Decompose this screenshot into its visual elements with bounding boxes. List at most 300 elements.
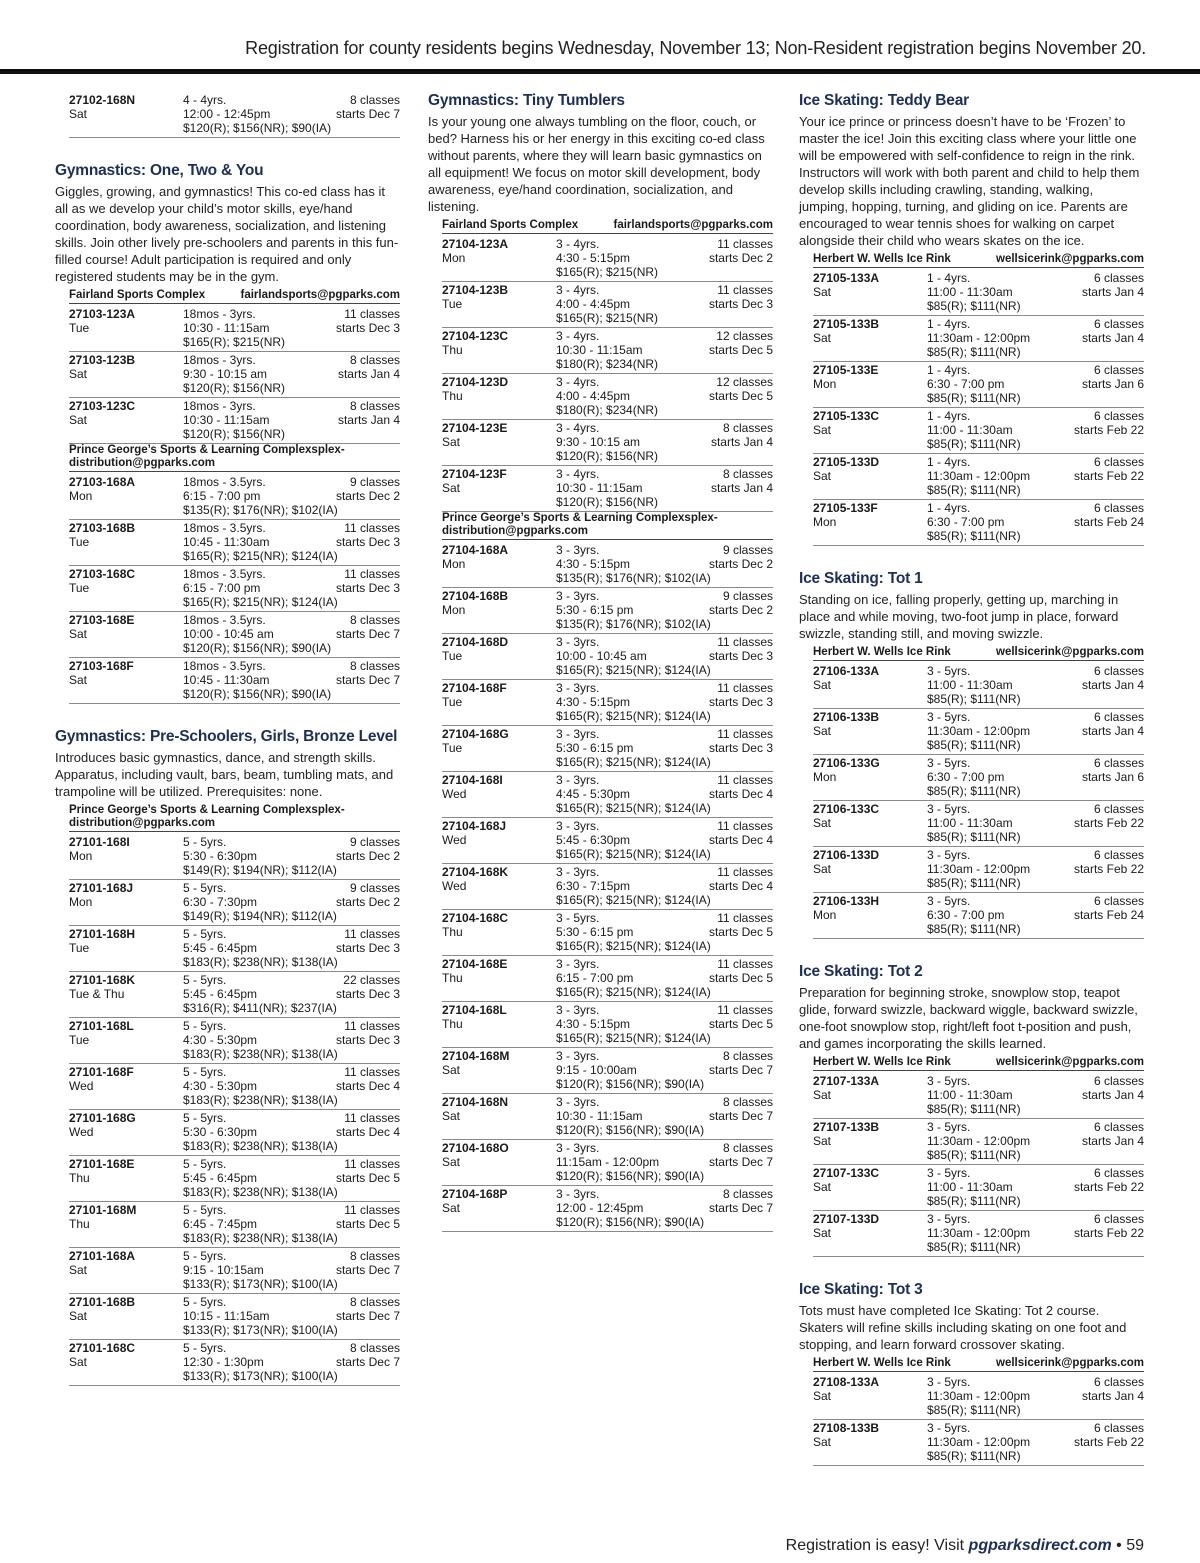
fee-line — [927, 1148, 1144, 1162]
age-classes-line — [927, 1166, 1144, 1180]
class-details-cell — [183, 927, 400, 969]
class-count: 8 classes — [349, 353, 400, 367]
class-code[interactable]: 27104-168B — [442, 589, 509, 603]
course-section — [799, 92, 1144, 546]
class-day: Sat — [442, 1063, 461, 1077]
class-row — [442, 1048, 773, 1094]
class-time: 4:45 - 5:30pm — [556, 787, 631, 801]
class-time: 11:00 - 11:30am — [927, 423, 1013, 437]
class-details-cell — [183, 475, 400, 517]
class-details-cell — [556, 329, 773, 371]
time-start-line — [927, 1180, 1144, 1194]
course-title: Ice Skating: Tot 3 — [799, 1281, 923, 1298]
class-code[interactable]: 27103-123C — [69, 399, 136, 413]
class-details-cell — [927, 271, 1144, 313]
class-id-cell — [69, 1203, 183, 1245]
class-details-cell — [927, 363, 1144, 405]
class-time: 10:15 - 11:15am — [183, 1309, 270, 1323]
fee-line — [556, 1123, 773, 1137]
class-age: 3 - 5yrs. — [927, 1375, 971, 1389]
class-code[interactable]: 27101-168M — [69, 1203, 137, 1217]
class-code[interactable]: 27104-168D — [442, 635, 509, 649]
class-fee: $85(R); $111(NR) — [927, 437, 1021, 451]
age-classes-line — [183, 1019, 400, 1033]
class-count: 11 classes — [344, 521, 400, 535]
class-row — [69, 1110, 400, 1156]
class-code[interactable]: 27101-168C — [69, 1341, 136, 1355]
class-id-cell — [69, 1065, 183, 1107]
class-details-cell — [183, 835, 400, 877]
class-count: 8 classes — [722, 1187, 773, 1201]
class-age: 1 - 4yrs. — [927, 501, 971, 515]
class-time: 6:30 - 7:00 pm — [927, 908, 1005, 922]
class-fee: $165(R); $215(NR); $124(IA) — [556, 801, 711, 815]
location-name: Herbert W. Wells Ice Rink — [813, 1056, 951, 1068]
class-day: Sat — [813, 1180, 832, 1194]
class-code[interactable]: 27104-123F — [442, 467, 507, 481]
class-code[interactable]: 27104-168I — [442, 773, 503, 787]
class-code[interactable]: 27104-168L — [442, 1003, 507, 1017]
location-line — [442, 219, 773, 232]
class-code[interactable]: 27101-168F — [69, 1065, 134, 1079]
class-id-cell — [69, 1295, 183, 1337]
class-fee: $165(R); $215(NR); $124(IA) — [556, 709, 711, 723]
class-count: 11 classes — [717, 957, 773, 971]
age-classes-line — [556, 681, 773, 695]
class-details-cell — [556, 1187, 773, 1229]
class-time: 11:30am - 12:00pm — [927, 1435, 1031, 1449]
class-fee: $165(R); $215(NR) — [556, 311, 659, 325]
class-time: 9:30 - 10:15 am — [556, 435, 641, 449]
column-3 — [799, 92, 1144, 1490]
class-details-cell — [183, 1341, 400, 1383]
class-age: 3 - 3yrs. — [556, 1095, 600, 1109]
class-row — [442, 910, 773, 956]
class-count: 11 classes — [717, 819, 773, 833]
class-code[interactable]: 27105-133E — [813, 363, 879, 377]
fee-line — [556, 311, 773, 325]
class-code[interactable]: 27104-123D — [442, 375, 509, 389]
class-age: 1 - 4yrs. — [927, 271, 971, 285]
time-start-line — [183, 627, 400, 641]
age-classes-line — [556, 1095, 773, 1109]
class-time: 11:30am - 12:00pm — [927, 1389, 1031, 1403]
class-fee: $85(R); $111(NR) — [927, 876, 1021, 890]
class-row — [813, 408, 1144, 454]
class-time: 11:30am - 12:00pm — [927, 1226, 1031, 1240]
class-details-cell — [927, 756, 1144, 798]
class-day: Thu — [442, 971, 463, 985]
class-code[interactable]: 27105-133D — [813, 455, 880, 469]
location-name: Herbert W. Wells Ice Rink — [813, 1357, 951, 1369]
class-start: starts Jan 4 — [337, 367, 400, 381]
location-name: Fairland Sports Complex — [69, 289, 206, 301]
age-classes-line — [927, 1120, 1144, 1134]
fee-line — [927, 437, 1144, 451]
class-row — [813, 1211, 1144, 1257]
class-row — [69, 926, 400, 972]
class-code[interactable]: 27104-168F — [442, 681, 507, 695]
class-code[interactable]: 27104-168J — [442, 819, 507, 833]
class-code[interactable]: 27102-168N — [69, 93, 136, 107]
class-code[interactable]: 27104-168A — [442, 543, 509, 557]
age-classes-line — [556, 773, 773, 787]
class-start: starts Feb 22 — [1073, 1180, 1144, 1194]
footer-link[interactable]: pgparksdirect.com — [968, 1537, 1112, 1554]
class-id-cell — [813, 501, 927, 543]
class-day: Wed — [442, 833, 467, 847]
class-count: 8 classes — [722, 467, 773, 481]
class-code[interactable]: 27105-133F — [813, 501, 878, 515]
class-count: 8 classes — [722, 1141, 773, 1155]
class-count: 8 classes — [349, 1249, 400, 1263]
age-classes-line — [183, 1157, 400, 1171]
class-code[interactable]: 27107-133C — [813, 1166, 880, 1180]
class-age: 3 - 5yrs. — [927, 1166, 971, 1180]
class-time: 4:30 - 5:15pm — [556, 695, 631, 709]
class-row — [813, 454, 1144, 500]
class-code[interactable]: 27104-168E — [442, 957, 508, 971]
class-code[interactable]: 27101-168I — [69, 835, 130, 849]
course-title: Gymnastics: Tiny Tumblers — [428, 92, 625, 109]
class-id-cell — [442, 543, 556, 585]
class-time: 11:00 - 11:30am — [927, 816, 1013, 830]
class-code[interactable]: 27103-123A — [69, 307, 136, 321]
class-code[interactable]: 27106-133D — [813, 848, 880, 862]
class-age: 5 - 5yrs. — [183, 835, 227, 849]
location-email[interactable]: splex-distribution@pgparks.com — [442, 512, 718, 537]
class-age: 3 - 5yrs. — [927, 1120, 971, 1134]
class-code[interactable]: 27105-133C — [813, 409, 880, 423]
class-day: Sat — [813, 862, 832, 876]
course-description: Your ice prince or princess doesn’t have to be ‘Frozen’ to master the ice! Join this exciting class where your little one will be empowered with self-confidence to reign in the rink. Instructors will work with both parent and child to help them develop skills including crawling, standing, walking, jumping, hopping, turning, and gliding on ice. Parents are encouraged to wear tennis shoes for walking on carpet alongside their child who wears skates on the ice. — [799, 114, 1140, 248]
age-classes-line — [927, 317, 1144, 331]
class-time: 6:15 - 7:00 pm — [556, 971, 634, 985]
class-start: starts Dec 5 — [708, 971, 773, 985]
class-age: 3 - 5yrs. — [927, 1421, 971, 1435]
class-day: Wed — [442, 879, 467, 893]
class-code[interactable]: 27106-133A — [813, 664, 880, 678]
fee-line — [183, 1323, 400, 1337]
class-code[interactable]: 27101-168J — [69, 881, 134, 895]
class-details-cell — [183, 1249, 400, 1291]
class-time: 11:30am - 12:00pm — [927, 724, 1031, 738]
class-row — [69, 612, 400, 658]
time-start-line — [927, 908, 1144, 922]
class-age: 3 - 3yrs. — [556, 727, 600, 741]
location-line — [69, 804, 400, 830]
class-start: starts Dec 7 — [708, 1063, 773, 1077]
class-day: Tue — [442, 297, 463, 311]
class-code[interactable]: 27104-168N — [442, 1095, 509, 1109]
class-age: 3 - 4yrs. — [556, 375, 600, 389]
fee-line — [183, 549, 400, 563]
fee-line — [927, 784, 1144, 798]
class-age: 4 - 4yrs. — [183, 93, 227, 107]
class-id-cell — [813, 1120, 927, 1162]
location-email[interactable]: fairlandsports@pgparks.com — [240, 289, 400, 301]
location-header — [442, 512, 773, 540]
class-code[interactable]: 27103-168A — [69, 475, 136, 489]
class-row — [813, 1420, 1144, 1466]
class-code[interactable]: 27101-168G — [69, 1111, 136, 1125]
location-line — [813, 646, 1144, 659]
class-count: 12 classes — [716, 329, 773, 343]
time-start-line — [183, 1033, 400, 1047]
class-id-cell — [442, 727, 556, 769]
fee-line — [927, 391, 1144, 405]
class-fee: $183(R); $238(NR); $138(IA) — [183, 1139, 338, 1153]
class-code[interactable]: 27101-168K — [69, 973, 136, 987]
class-age: 5 - 5yrs. — [183, 1111, 227, 1125]
class-row — [69, 834, 400, 880]
class-age: 1 - 4yrs. — [927, 317, 971, 331]
location-email[interactable]: wellsicerink@pgparks.com — [996, 646, 1144, 658]
class-code[interactable]: 27105-133B — [813, 317, 880, 331]
class-code[interactable]: 27103-168C — [69, 567, 136, 581]
class-code[interactable]: 27106-133G — [813, 756, 880, 770]
class-id-cell — [442, 681, 556, 723]
class-age: 18mos - 3.5yrs. — [183, 521, 266, 535]
class-row — [813, 316, 1144, 362]
class-details-cell — [183, 659, 400, 701]
class-code[interactable]: 27104-168P — [442, 1187, 508, 1201]
class-code[interactable]: 27107-133A — [813, 1074, 880, 1088]
class-start: starts Feb 22 — [1073, 816, 1144, 830]
class-start: starts Dec 7 — [335, 1355, 400, 1369]
class-age: 5 - 5yrs. — [183, 1249, 227, 1263]
class-start: starts Dec 2 — [335, 489, 400, 503]
class-age: 3 - 3yrs. — [556, 1141, 600, 1155]
age-classes-line — [183, 93, 400, 107]
class-day: Wed — [69, 1125, 94, 1139]
class-age: 5 - 5yrs. — [183, 1295, 227, 1309]
fee-line — [556, 1169, 773, 1183]
class-fee: $85(R); $111(NR) — [927, 1194, 1021, 1208]
class-code[interactable]: 27104-123B — [442, 283, 509, 297]
class-count: 11 classes — [717, 911, 773, 925]
time-start-line — [183, 987, 400, 1001]
class-count: 8 classes — [349, 1341, 400, 1355]
time-start-line — [927, 862, 1144, 876]
class-code[interactable]: 27104-168C — [442, 911, 509, 925]
class-time: 10:45 - 11:30am — [183, 535, 270, 549]
class-fee: $85(R); $111(NR) — [927, 1449, 1021, 1463]
class-code[interactable]: 27101-168L — [69, 1019, 134, 1033]
class-code[interactable]: 27106-133B — [813, 710, 880, 724]
class-day: Tue — [442, 649, 463, 663]
class-row — [813, 1165, 1144, 1211]
time-start-line — [183, 849, 400, 863]
class-fee: $135(R); $176(NR); $102(IA) — [556, 617, 711, 631]
class-details-cell — [556, 1003, 773, 1045]
class-fee: $183(R); $238(NR); $138(IA) — [183, 1047, 338, 1061]
location-name: Prince George’s Sports & Learning Complex — [69, 444, 312, 456]
class-row — [442, 374, 773, 420]
class-code[interactable]: 27104-168G — [442, 727, 509, 741]
fee-line — [556, 985, 773, 999]
class-fee: $85(R); $111(NR) — [927, 483, 1021, 497]
class-code[interactable]: 27104-168K — [442, 865, 509, 879]
class-code[interactable]: 27104-123C — [442, 329, 509, 343]
class-details-cell — [927, 1375, 1144, 1417]
class-row — [813, 663, 1144, 709]
class-details-cell — [927, 848, 1144, 890]
class-start: starts Dec 3 — [708, 741, 773, 755]
class-day: Sat — [69, 627, 88, 641]
class-start: starts Dec 2 — [708, 603, 773, 617]
age-classes-line — [183, 1295, 400, 1309]
class-start: starts Jan 4 — [1081, 285, 1144, 299]
location-email[interactable]: wellsicerink@pgparks.com — [996, 1056, 1144, 1068]
class-code[interactable]: 27103-168F — [69, 659, 134, 673]
class-code[interactable]: 27101-168E — [69, 1157, 135, 1171]
time-start-line — [556, 557, 773, 571]
class-start: starts Dec 7 — [335, 107, 400, 121]
class-row — [69, 1248, 400, 1294]
class-details-cell — [183, 1157, 400, 1199]
class-code[interactable]: 27108-133A — [813, 1375, 880, 1389]
location-email[interactable]: wellsicerink@pgparks.com — [996, 253, 1144, 265]
fee-line — [183, 1093, 400, 1107]
class-day: Sat — [813, 724, 832, 738]
class-fee: $85(R); $111(NR) — [927, 1403, 1021, 1417]
class-code[interactable]: 27103-168B — [69, 521, 136, 535]
class-details-cell — [183, 973, 400, 1015]
class-count: 11 classes — [717, 1003, 773, 1017]
class-row — [442, 1002, 773, 1048]
class-fee: $183(R); $238(NR); $138(IA) — [183, 1185, 338, 1199]
class-details-cell — [927, 501, 1144, 543]
class-day: Sat — [813, 816, 832, 830]
age-classes-line — [927, 1375, 1144, 1389]
class-id-cell — [813, 894, 927, 936]
class-count: 9 classes — [349, 835, 400, 849]
class-start: starts Dec 2 — [335, 895, 400, 909]
time-start-line — [927, 423, 1144, 437]
age-classes-line — [556, 1141, 773, 1155]
class-time: 5:30 - 6:15 pm — [556, 603, 634, 617]
class-id-cell — [69, 659, 183, 701]
time-start-line — [183, 673, 400, 687]
class-day: Sat — [813, 285, 832, 299]
location-name: Fairland Sports Complex — [442, 219, 579, 231]
class-age: 3 - 3yrs. — [556, 865, 600, 879]
class-code[interactable]: 27104-123A — [442, 237, 509, 251]
class-fee: $120(R); $156(NR); $90(IA) — [556, 1169, 705, 1183]
class-code[interactable]: 27101-168B — [69, 1295, 136, 1309]
age-classes-line — [183, 1203, 400, 1217]
class-id-cell — [69, 475, 183, 517]
class-start: starts Dec 5 — [335, 1217, 400, 1231]
class-details-cell — [927, 1074, 1144, 1116]
class-details-cell — [556, 911, 773, 953]
class-fee: $133(R); $173(NR); $100(IA) — [183, 1369, 338, 1383]
class-count: 6 classes — [1093, 317, 1144, 331]
class-code[interactable]: 27103-168E — [69, 613, 135, 627]
class-code[interactable]: 27104-168M — [442, 1049, 510, 1063]
time-start-line — [556, 649, 773, 663]
class-count: 22 classes — [343, 973, 400, 987]
location-line — [813, 1357, 1144, 1370]
class-day: Sat — [442, 1155, 461, 1169]
location-email[interactable]: splex-distribution@pgparks.com — [69, 804, 345, 829]
location-email[interactable]: wellsicerink@pgparks.com — [996, 1357, 1144, 1369]
age-classes-line — [183, 1065, 400, 1079]
class-count: 11 classes — [717, 635, 773, 649]
class-day: Tue — [69, 321, 90, 335]
class-day: Thu — [442, 389, 463, 403]
age-classes-line — [556, 467, 773, 481]
class-day: Sat — [69, 1355, 88, 1369]
class-details-cell — [183, 1065, 400, 1107]
age-classes-line — [556, 283, 773, 297]
class-code[interactable]: 27108-133B — [813, 1421, 880, 1435]
class-age: 1 - 4yrs. — [927, 409, 971, 423]
age-classes-line — [927, 363, 1144, 377]
fee-line — [183, 427, 400, 441]
class-code[interactable]: 27107-133B — [813, 1120, 880, 1134]
fee-line — [556, 801, 773, 815]
class-fee: $85(R); $111(NR) — [927, 299, 1021, 313]
class-code[interactable]: 27101-168A — [69, 1249, 136, 1263]
class-day: Sat — [813, 1435, 832, 1449]
class-age: 3 - 4yrs. — [556, 283, 600, 297]
class-row — [69, 398, 400, 444]
class-code[interactable]: 27103-123B — [69, 353, 136, 367]
class-code[interactable]: 27107-133D — [813, 1212, 880, 1226]
class-code[interactable]: 27106-133C — [813, 802, 880, 816]
class-row — [813, 270, 1144, 316]
class-row — [813, 709, 1144, 755]
class-code[interactable]: 27101-168H — [69, 927, 136, 941]
location-email[interactable]: splex-distribution@pgparks.com — [69, 444, 345, 469]
class-age: 3 - 3yrs. — [556, 635, 600, 649]
class-age: 3 - 3yrs. — [556, 681, 600, 695]
class-row — [813, 893, 1144, 939]
fee-line — [556, 663, 773, 677]
class-day: Sat — [442, 1109, 461, 1123]
class-row — [442, 542, 773, 588]
class-count: 6 classes — [1093, 894, 1144, 908]
class-start: starts Dec 7 — [708, 1201, 773, 1215]
class-code[interactable]: 27104-123E — [442, 421, 508, 435]
class-start: starts Feb 22 — [1073, 423, 1144, 437]
column-2 — [428, 92, 773, 1256]
class-count: 11 classes — [717, 237, 773, 251]
class-day: Thu — [69, 1171, 90, 1185]
class-start: starts Dec 5 — [708, 343, 773, 357]
time-start-line — [927, 1435, 1144, 1449]
class-day: Thu — [69, 1217, 90, 1231]
class-code[interactable]: 27106-133H — [813, 894, 880, 908]
fee-line — [183, 1369, 400, 1383]
time-start-line — [556, 1063, 773, 1077]
class-code[interactable]: 27104-168O — [442, 1141, 509, 1155]
class-start: starts Dec 4 — [335, 1125, 400, 1139]
class-id-cell — [69, 927, 183, 969]
course-title: Gymnastics: Pre-Schoolers, Girls, Bronze Level — [55, 728, 398, 745]
class-details-cell — [927, 664, 1144, 706]
class-count: 11 classes — [344, 1019, 400, 1033]
class-row — [69, 972, 400, 1018]
class-fee: $135(R); $176(NR); $102(IA) — [183, 503, 338, 517]
class-code[interactable]: 27105-133A — [813, 271, 880, 285]
fee-line — [927, 1403, 1144, 1417]
fee-line — [556, 709, 773, 723]
location-email[interactable]: fairlandsports@pgparks.com — [613, 219, 773, 231]
class-time: 10:45 - 11:30am — [183, 673, 270, 687]
